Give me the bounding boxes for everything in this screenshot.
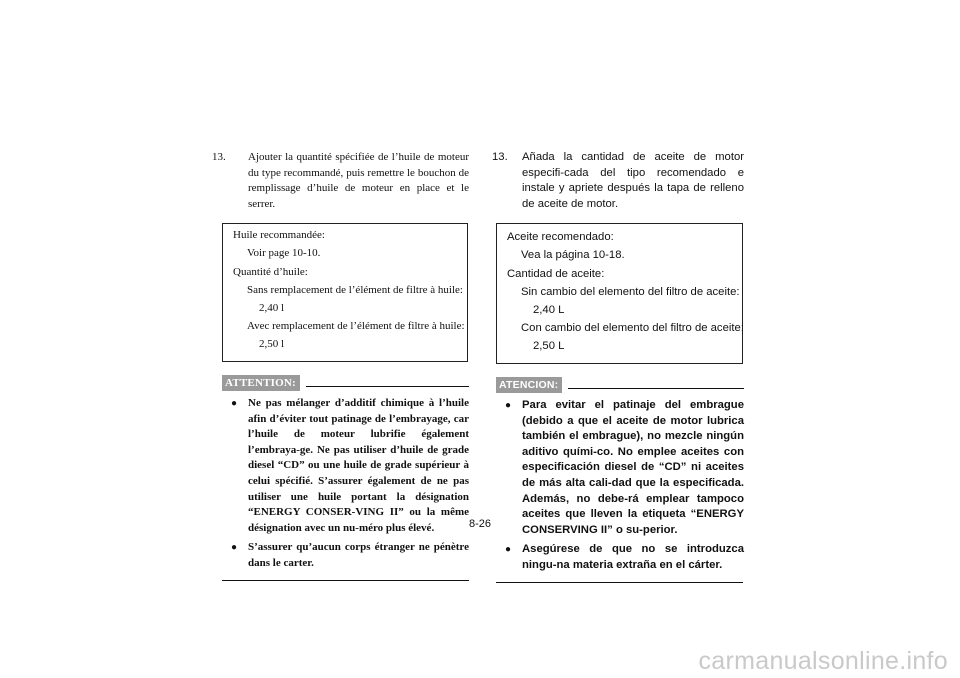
caution-end-rule	[222, 580, 469, 581]
instruction-step	[212, 150, 469, 212]
caution-item-text: Ne pas mélanger d’additif chimique à l’huile afin d’éviter tout patinage de l’embrayage, car l’huile de moteur lubrifie également l’embraya-ge. Ne pas utiliser d’huile de grade diesel “CD” ou une huile de grade supérieur à celui spécifié. S’assurer également de ne pas utiliser une huile portant la désignation “ENERGY CONSER-VING II” ou la même désignation avec un nu-méro plus élevé.	[248, 397, 469, 534]
caution-block	[222, 373, 469, 581]
caution-label: ATENCION:	[496, 377, 562, 393]
bullet-icon: ●	[231, 542, 238, 554]
step-number: 13.	[492, 151, 508, 163]
spec-line: Cantidad de aceite:	[507, 267, 605, 280]
caution-rule	[568, 388, 744, 389]
spec-line: 2,40 L	[533, 303, 565, 316]
spec-line: Voir page 10-10.	[247, 247, 321, 260]
instruction-step	[492, 150, 744, 212]
caution-list	[222, 396, 469, 572]
spec-line: Huile recommandée:	[233, 229, 325, 242]
spec-line: 2,40 l	[259, 301, 285, 314]
caution-item	[496, 542, 744, 573]
caution-item-text: Para evitar el patinaje del embrague (debido a que el aceite de motor lubrica también el embrague), no mezcle ningún aditivo quími-co. No emplee aceites con especificación diesel de “CD” ni aceites de más alta cali-dad que la especificada. Además, no debe-rá emplear tampoco aceites que lleven la etiqueta “ENERGY CONSERVING II” o su-perior.	[522, 399, 744, 536]
spec-line: Avec remplacement de l’élément de filtre à huile:	[247, 319, 465, 332]
spec-line: 2,50 l	[259, 337, 285, 350]
caution-list	[496, 398, 744, 574]
caution-item	[222, 396, 469, 536]
bullet-icon: ●	[505, 400, 512, 412]
spec-line: Quantité d’huile:	[233, 265, 308, 278]
caution-label: ATTENTION:	[222, 375, 300, 391]
caution-header	[496, 375, 744, 395]
page-number: 8-26	[468, 518, 492, 530]
caution-rule	[306, 386, 469, 387]
spec-line: Con cambio del elemento del filtro de aceite:	[521, 321, 744, 334]
spec-line: Aceite recomendado:	[507, 231, 614, 244]
spec-line: Sin cambio del elemento del filtro de aceite:	[521, 285, 740, 298]
caution-block	[496, 375, 744, 583]
step-text: Añada la cantidad de aceite de motor especifi-cada del tipo recomendado e instale y apriete después la tapa de relleno de aceite de motor.	[522, 151, 744, 210]
spec-line: Vea la página 10-18.	[521, 249, 625, 262]
watermark: carmanualsonline.info	[698, 647, 948, 675]
specification-box	[222, 223, 468, 362]
french-column	[212, 150, 469, 581]
caution-end-rule	[496, 582, 743, 583]
step-number: 13.	[212, 151, 226, 163]
spec-line: Sans remplacement de l’élément de filtre à huile:	[247, 283, 463, 296]
caution-item-text: S’assurer qu’aucun corps étranger ne pénètre dans le carter.	[248, 541, 469, 569]
caution-header	[222, 373, 469, 393]
specification-box	[496, 223, 743, 364]
step-text: Ajouter la quantité spécifiée de l’huile de moteur du type recommandé, puis remettre le bouchon de remplissage d’huile de moteur en place et le serrer.	[248, 151, 469, 210]
caution-item	[222, 540, 469, 571]
bullet-icon: ●	[505, 544, 512, 556]
bullet-icon: ●	[231, 398, 238, 410]
spec-line: 2,50 L	[533, 339, 565, 352]
caution-item-text: Asegúrese de que no se introduzca ningu-na materia extraña en el cárter.	[522, 543, 744, 571]
